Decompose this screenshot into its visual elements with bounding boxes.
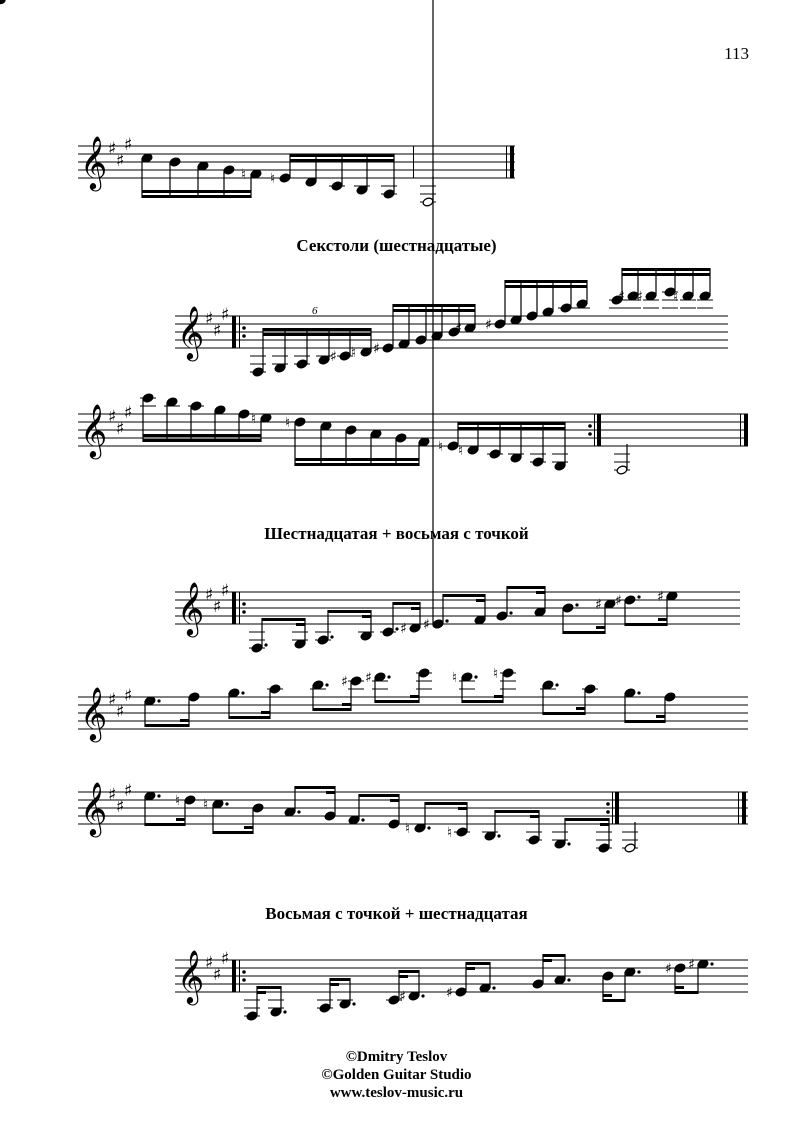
repeat-dot bbox=[242, 602, 246, 606]
augmentation-dot bbox=[575, 603, 578, 606]
note-beam bbox=[622, 273, 710, 276]
note-beam bbox=[328, 610, 371, 613]
sharp-accidental: ♯ bbox=[595, 597, 602, 613]
note-head bbox=[502, 668, 514, 678]
note-beam bbox=[530, 815, 539, 818]
note-head bbox=[252, 803, 264, 813]
sharp-accidental: ♯ bbox=[615, 593, 622, 609]
sharp-accidental: ♯ bbox=[455, 321, 462, 337]
augmentation-dot bbox=[567, 978, 570, 981]
treble-clef: 𝄞 bbox=[80, 403, 108, 457]
sharp-accidental: ♯ bbox=[618, 289, 625, 305]
repeat-thin-bar bbox=[239, 592, 240, 624]
sharp-sign: ♯ bbox=[108, 785, 117, 805]
note-beam bbox=[143, 439, 261, 442]
footer-author: ©Dmitry Teslov bbox=[345, 1049, 448, 1065]
note-head bbox=[188, 692, 200, 702]
sharp-accidental: ♯ bbox=[330, 349, 337, 365]
note-beam bbox=[563, 631, 605, 634]
augmentation-dot bbox=[395, 627, 398, 630]
augmentation-dot bbox=[710, 962, 713, 965]
sharp-accidental: ♯ bbox=[373, 341, 380, 357]
note-head bbox=[294, 417, 306, 427]
natural-accidental: ♮ bbox=[458, 443, 464, 459]
sharp-sign: ♯ bbox=[116, 151, 125, 171]
note-beam bbox=[330, 978, 350, 981]
note-head bbox=[184, 795, 196, 805]
augmentation-dot bbox=[361, 818, 364, 821]
repeat-thick-bar bbox=[597, 414, 601, 446]
final-thick-bar bbox=[510, 146, 514, 178]
note-head bbox=[238, 409, 250, 419]
repeat-dot bbox=[588, 424, 592, 428]
repeat-dot bbox=[242, 326, 246, 330]
note-head bbox=[455, 987, 467, 997]
natural-accidental: ♮ bbox=[270, 171, 276, 187]
note-beam bbox=[263, 328, 371, 331]
note-head bbox=[190, 401, 202, 411]
note-beam bbox=[296, 623, 305, 626]
sharp-sign: ♯ bbox=[108, 139, 117, 159]
note-head bbox=[418, 668, 430, 678]
note-beam bbox=[290, 154, 394, 157]
repeat-dot bbox=[242, 978, 246, 982]
sharp-sign: ♯ bbox=[124, 781, 133, 801]
treble-clef: 𝄞 bbox=[80, 686, 108, 740]
note-head bbox=[252, 367, 264, 377]
final-thick-bar bbox=[744, 414, 748, 446]
augmentation-dot bbox=[297, 810, 300, 813]
sharp-accidental: ♯ bbox=[665, 961, 672, 977]
sharp-accidental: ♯ bbox=[423, 617, 430, 633]
note-head bbox=[223, 165, 235, 175]
note-head bbox=[584, 684, 596, 694]
note-beam bbox=[536, 591, 545, 594]
note-beam bbox=[505, 285, 587, 288]
sharp-accidental: ♯ bbox=[400, 621, 407, 637]
note-head bbox=[169, 157, 181, 167]
augmentation-dot bbox=[157, 794, 160, 797]
note-beam bbox=[229, 716, 270, 719]
half-note-head bbox=[624, 843, 636, 853]
note-beam bbox=[393, 602, 420, 605]
note-head bbox=[395, 433, 407, 443]
natural-accidental: ♮ bbox=[673, 289, 679, 305]
half-note-head bbox=[422, 197, 434, 207]
repeat-thin-bar bbox=[612, 792, 613, 824]
sharp-accidental: ♯ bbox=[446, 985, 453, 1001]
note-head bbox=[602, 971, 614, 981]
sharp-sign: ♯ bbox=[116, 797, 125, 817]
repeat-dot bbox=[242, 334, 246, 338]
note-head bbox=[350, 676, 362, 686]
treble-clef: 𝄞 bbox=[177, 581, 205, 635]
note-head bbox=[528, 835, 540, 845]
note-beam bbox=[675, 986, 684, 989]
note-head bbox=[319, 1003, 331, 1013]
note-beam bbox=[145, 823, 185, 826]
note-beam bbox=[458, 427, 565, 430]
sharp-sign: ♯ bbox=[108, 407, 117, 427]
note-head bbox=[382, 627, 394, 637]
note-beam bbox=[507, 586, 545, 589]
note-beam bbox=[596, 626, 605, 629]
note-beam bbox=[143, 434, 261, 437]
augmentation-dot bbox=[637, 691, 640, 694]
repeat-thin-bar bbox=[594, 414, 595, 446]
augmentation-dot bbox=[157, 699, 160, 702]
note-beam bbox=[410, 695, 419, 698]
note-beam bbox=[263, 333, 371, 336]
augmentation-dot bbox=[264, 643, 267, 646]
note-beam bbox=[625, 623, 667, 626]
repeat-dot bbox=[242, 970, 246, 974]
note-beam bbox=[145, 724, 189, 727]
note-beam bbox=[600, 823, 609, 826]
augmentation-dot bbox=[352, 1002, 355, 1005]
sharp-accidental: ♯ bbox=[365, 670, 372, 686]
footer-website[interactable]: www.teslov-music.ru bbox=[329, 1085, 464, 1101]
note-beam bbox=[330, 983, 339, 986]
note-head bbox=[456, 827, 468, 837]
treble-clef: 𝄞 bbox=[80, 135, 108, 189]
final-thin-bar bbox=[506, 146, 507, 178]
note-beam bbox=[658, 618, 667, 621]
note-beam bbox=[399, 975, 408, 978]
augmentation-dot bbox=[492, 986, 495, 989]
augmentation-dot bbox=[637, 595, 640, 598]
section-heading-sixteenth-dotted-eighth: Шестнадцатая + восьмая с точкой bbox=[264, 524, 529, 543]
note-beam bbox=[362, 615, 371, 618]
augmentation-dot bbox=[225, 802, 228, 805]
sharp-accidental: ♯ bbox=[636, 289, 643, 305]
repeat-dot bbox=[606, 810, 610, 814]
note-beam bbox=[142, 195, 251, 198]
sharp-sign: ♯ bbox=[124, 686, 133, 706]
treble-clef: 𝄞 bbox=[177, 949, 205, 1003]
note-beam bbox=[622, 268, 710, 271]
note-beam bbox=[476, 599, 485, 602]
natural-accidental: ♮ bbox=[447, 825, 453, 841]
sharp-sign: ♯ bbox=[116, 702, 125, 722]
note-beam bbox=[576, 707, 585, 710]
note-head bbox=[383, 189, 395, 199]
sharp-sign: ♯ bbox=[213, 321, 222, 341]
natural-accidental: ♮ bbox=[251, 411, 257, 427]
augmentation-dot bbox=[509, 611, 512, 614]
augmentation-dot bbox=[387, 675, 390, 678]
repeat-thin-bar bbox=[239, 960, 240, 992]
augmentation-dot bbox=[283, 1010, 286, 1013]
note-head bbox=[494, 319, 506, 329]
note-beam bbox=[326, 791, 335, 794]
note-beam bbox=[390, 799, 399, 802]
note-head bbox=[142, 393, 154, 403]
repeat-thick-bar bbox=[232, 316, 236, 348]
note-head bbox=[269, 684, 281, 694]
natural-accidental: ♮ bbox=[285, 415, 291, 431]
treble-clef: 𝄞 bbox=[177, 305, 205, 359]
section-heading-sextuplets: Секстоли (шестнадцатые) bbox=[296, 236, 497, 255]
sharp-sign: ♯ bbox=[205, 953, 214, 973]
sharp-sign: ♯ bbox=[213, 965, 222, 985]
note-head bbox=[489, 449, 501, 459]
note-beam bbox=[675, 991, 698, 994]
sharp-sign: ♯ bbox=[205, 585, 214, 605]
sharp-sign: ♯ bbox=[124, 403, 133, 423]
note-beam bbox=[295, 463, 419, 466]
augmentation-dot bbox=[325, 683, 328, 686]
note-beam bbox=[656, 715, 665, 718]
final-thick-bar bbox=[742, 792, 746, 824]
note-beam bbox=[313, 708, 351, 711]
augmentation-dot bbox=[330, 635, 333, 638]
treble-clef: 𝄞 bbox=[80, 781, 108, 835]
natural-accidental: ♮ bbox=[241, 167, 247, 183]
note-head bbox=[331, 181, 343, 191]
note-beam bbox=[411, 607, 420, 610]
note-beam bbox=[359, 794, 399, 797]
note-beam bbox=[180, 719, 189, 722]
note-beam bbox=[505, 280, 587, 283]
note-beam bbox=[257, 986, 281, 989]
sharp-sign: ♯ bbox=[221, 581, 230, 601]
repeat-dot bbox=[588, 432, 592, 436]
footer-studio: ©Golden Guitar Studio bbox=[321, 1067, 472, 1083]
sharp-sign: ♯ bbox=[116, 419, 125, 439]
sharp-sign: ♯ bbox=[221, 305, 230, 325]
natural-accidental: ♮ bbox=[405, 821, 411, 837]
note-beam bbox=[543, 959, 552, 962]
natural-accidental: ♮ bbox=[452, 670, 458, 686]
note-head bbox=[246, 1011, 258, 1021]
natural-accidental: ♮ bbox=[203, 797, 209, 813]
note-beam bbox=[244, 826, 253, 829]
note-beam bbox=[262, 618, 305, 621]
augmentation-dot bbox=[427, 826, 430, 829]
note-beam bbox=[375, 700, 419, 703]
note-head bbox=[279, 173, 291, 183]
note-head bbox=[339, 351, 351, 361]
sharp-sign: ♯ bbox=[205, 309, 214, 329]
note-beam bbox=[257, 991, 266, 994]
augmentation-dot bbox=[421, 994, 424, 997]
augmentation-dot bbox=[637, 970, 640, 973]
natural-accidental: ♮ bbox=[175, 793, 181, 809]
note-beam bbox=[213, 831, 253, 834]
note-head bbox=[532, 979, 544, 989]
final-thin-bar bbox=[740, 414, 741, 446]
sharp-sign: ♯ bbox=[124, 135, 133, 155]
augmentation-dot bbox=[445, 619, 448, 622]
note-head bbox=[317, 635, 329, 645]
note-beam bbox=[625, 720, 665, 723]
note-beam bbox=[494, 695, 503, 698]
section-heading-dotted-eighth-sixteenth: Восьмая с точкой + шестнадцатая bbox=[265, 904, 528, 923]
half-note-head bbox=[616, 465, 628, 475]
augmentation-dot bbox=[474, 675, 477, 678]
note-beam bbox=[565, 818, 609, 821]
note-beam bbox=[399, 970, 419, 973]
note-beam bbox=[176, 818, 185, 821]
note-head bbox=[382, 343, 394, 353]
note-head bbox=[388, 819, 400, 829]
sharp-accidental: ♯ bbox=[657, 589, 664, 605]
augmentation-dot bbox=[241, 691, 244, 694]
copyright-footer bbox=[0, 1048, 793, 1102]
note-head bbox=[674, 963, 686, 973]
note-head bbox=[598, 843, 610, 853]
note-head bbox=[296, 359, 308, 369]
note-head bbox=[560, 303, 572, 313]
sharp-sign: ♯ bbox=[108, 690, 117, 710]
note-beam bbox=[603, 994, 612, 997]
augmentation-dot bbox=[555, 683, 558, 686]
repeat-thick-bar bbox=[615, 792, 619, 824]
note-head bbox=[664, 692, 676, 702]
note-beam bbox=[261, 711, 270, 714]
natural-accidental: ♮ bbox=[493, 666, 499, 682]
note-beam bbox=[603, 999, 625, 1002]
sharp-accidental: ♯ bbox=[688, 957, 695, 973]
sharp-accidental: ♯ bbox=[485, 317, 492, 333]
barline bbox=[413, 146, 414, 178]
note-beam bbox=[295, 458, 419, 461]
note-beam bbox=[458, 422, 565, 425]
note-beam bbox=[543, 712, 585, 715]
note-head bbox=[0, 0, 5, 4]
repeat-dot bbox=[606, 802, 610, 806]
note-beam bbox=[342, 703, 351, 706]
repeat-dot bbox=[242, 610, 246, 614]
final-thin-bar bbox=[738, 792, 739, 824]
note-head bbox=[532, 457, 544, 467]
note-beam bbox=[393, 304, 475, 307]
note-beam bbox=[443, 594, 485, 597]
note-beam bbox=[295, 786, 335, 789]
sharp-sign: ♯ bbox=[221, 949, 230, 969]
sharp-accidental: ♯ bbox=[399, 989, 406, 1005]
note-head bbox=[562, 603, 574, 613]
note-head bbox=[624, 595, 636, 605]
repeat-thick-bar bbox=[232, 592, 236, 624]
note-head bbox=[324, 811, 336, 821]
note-head bbox=[345, 425, 357, 435]
note-beam bbox=[466, 967, 475, 970]
note-beam bbox=[393, 309, 475, 312]
repeat-thick-bar bbox=[232, 960, 236, 992]
augmentation-dot bbox=[497, 834, 500, 837]
note-beam bbox=[462, 700, 503, 703]
note-head bbox=[415, 335, 427, 345]
note-head bbox=[496, 611, 508, 621]
note-head bbox=[251, 643, 263, 653]
augmentation-dot bbox=[567, 842, 570, 845]
sextuplet-number: 6 bbox=[312, 305, 318, 317]
natural-accidental: ♮ bbox=[351, 345, 357, 361]
note-beam bbox=[495, 810, 539, 813]
repeat-thin-bar bbox=[239, 316, 240, 348]
note-beam bbox=[458, 807, 467, 810]
natural-accidental: ♮ bbox=[438, 439, 444, 455]
sharp-sign: ♯ bbox=[213, 597, 222, 617]
note-beam bbox=[466, 962, 490, 965]
page-number: 113 bbox=[724, 44, 749, 63]
note-beam bbox=[290, 159, 394, 162]
note-beam bbox=[142, 190, 251, 193]
note-beam bbox=[543, 954, 565, 957]
note-beam bbox=[425, 802, 467, 805]
sharp-accidental: ♯ bbox=[341, 674, 348, 690]
note-head bbox=[432, 619, 444, 629]
note-head bbox=[526, 311, 538, 321]
